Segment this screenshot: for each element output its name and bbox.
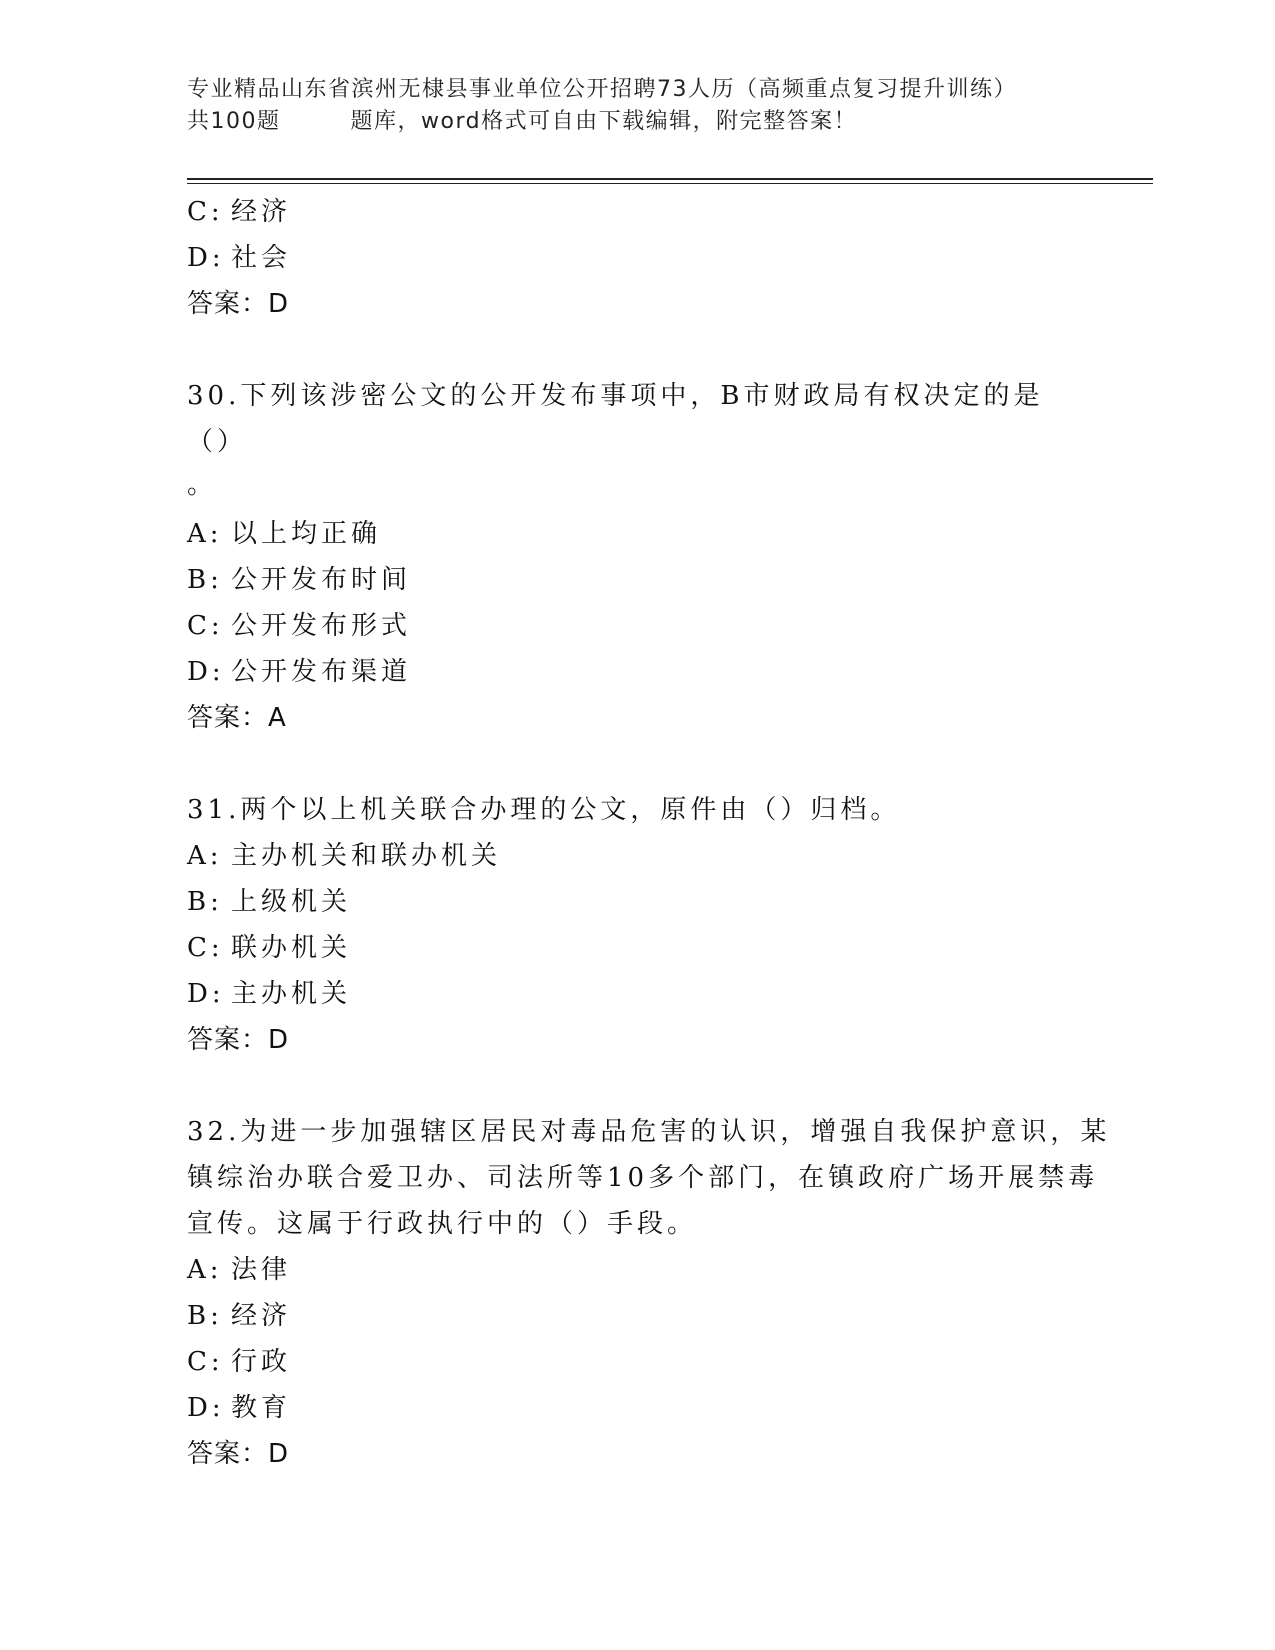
question-stem: 30.下列该涉密公文的公开发布事项中，B市财政局有权决定的是（）: [187, 381, 1044, 457]
option-a: A: 以上均正确: [187, 519, 382, 549]
previous-question-tail: [187, 189, 1087, 327]
header-rule-thick: [187, 178, 1153, 180]
header-question-count: 共100题: [187, 109, 281, 134]
option-c: C: 行政: [187, 1347, 292, 1377]
question-31: [187, 787, 1087, 1063]
question-stem-line: 镇综治办联合爱卫办、司法所等10多个部门，在镇政府广场开展禁毒: [187, 1163, 1099, 1193]
option-d: D: 教育: [187, 1393, 292, 1423]
header-rule-thin: [187, 183, 1153, 184]
option-c: C: 联办机关: [187, 933, 352, 963]
header-title-line1: 专业精品山东省滨州无棣县事业单位公开招聘73人历（高频重点复习提升训练）: [187, 77, 1017, 102]
option-a: A: 主办机关和联办机关: [187, 841, 502, 871]
answer-label: 答案：D: [187, 1025, 290, 1055]
option-c: C: 公开发布形式: [187, 611, 412, 641]
question-content: [187, 189, 1111, 1477]
header-description: 题库，word格式可自由下载编辑，附完整答案！: [350, 109, 858, 134]
option-b: B: 公开发布时间: [187, 565, 412, 595]
answer-label: 答案：A: [187, 703, 287, 733]
question-stem-line: 32.为进一步加强辖区居民对毒品危害的认识，增强自我保护意识，某: [187, 1117, 1111, 1147]
option-d: D: 主办机关: [187, 979, 352, 1009]
option-b: B: 经济: [187, 1301, 292, 1331]
option-c: C: 经济: [187, 197, 292, 227]
answer-label: 答案：D: [187, 1439, 290, 1469]
option-d: D: 社会: [187, 243, 292, 273]
answer-label: 答案：D: [187, 289, 290, 319]
option-b: B: 上级机关: [187, 887, 352, 917]
header-title-line2: [187, 106, 1087, 138]
question-stem-line: 宣传。这属于行政执行中的（）手段。: [187, 1209, 698, 1239]
question-stem: 31.两个以上机关联合办理的公文，原件由（）归档。: [187, 795, 901, 825]
question-stem-continuation: 。: [187, 470, 214, 500]
question-30: [187, 373, 1087, 741]
page-header: [187, 74, 1087, 138]
option-d: D: 公开发布渠道: [187, 657, 412, 687]
option-a: A: 法律: [187, 1255, 292, 1285]
question-32: [187, 1109, 1111, 1477]
